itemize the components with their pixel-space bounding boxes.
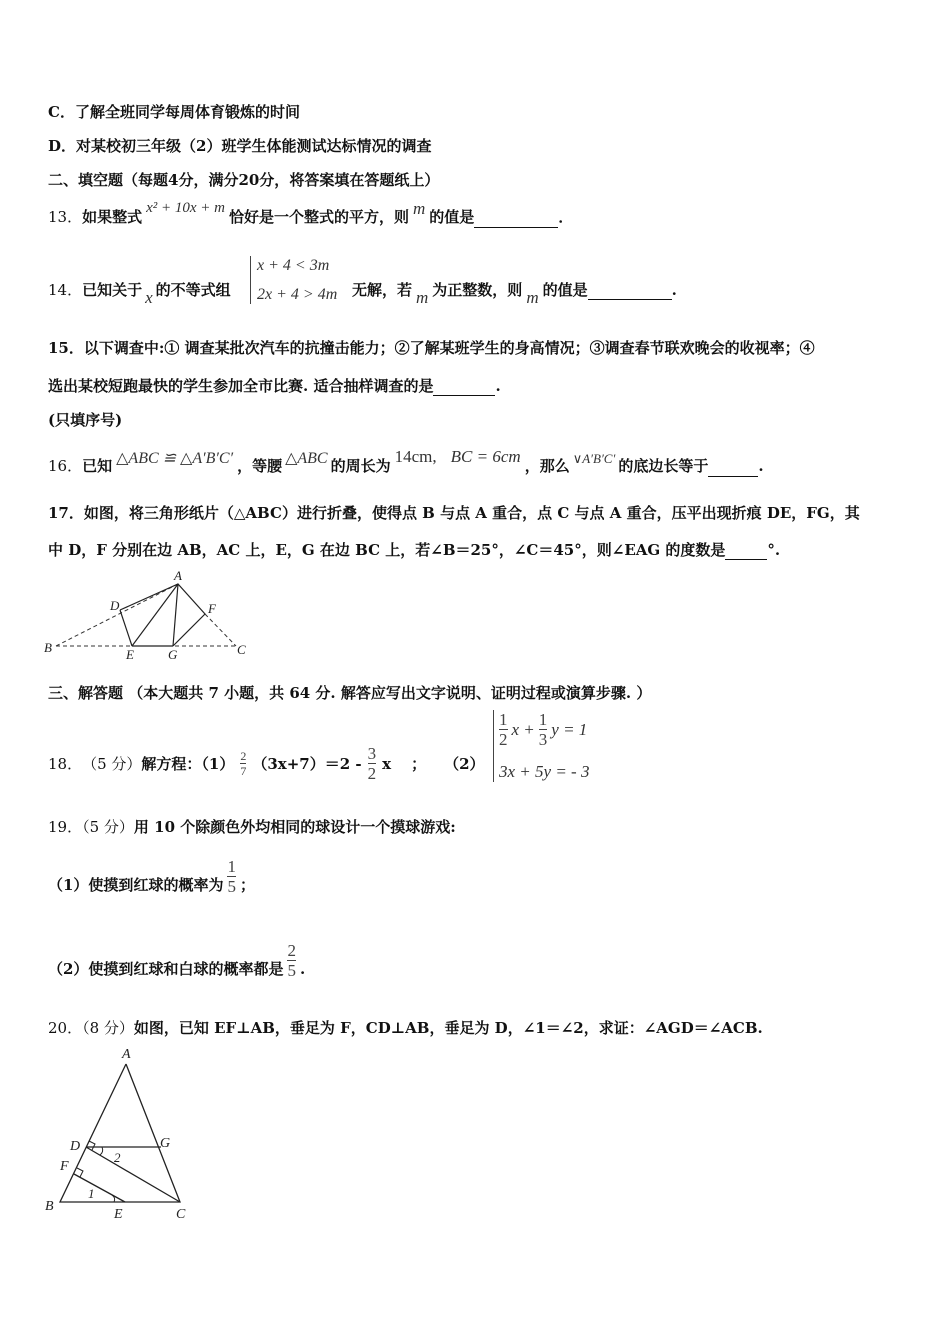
fig17-segment-ae xyxy=(132,584,178,646)
q14-text-e: 的值是 xyxy=(542,281,588,299)
q19-p2-numerator: 2 xyxy=(287,940,296,960)
q16-end: . xyxy=(758,457,764,475)
fig20-label-f: F xyxy=(60,1159,69,1174)
q16-triangle-2: ∨A′B′C′ xyxy=(572,451,616,466)
q15-line-2 xyxy=(48,376,501,396)
q19-score: （5 分） xyxy=(82,818,134,836)
q17-answer-blank[interactable] xyxy=(725,545,767,560)
q18-eq1-f1-numerator: 1 xyxy=(499,710,508,729)
fig20-segment-dc xyxy=(86,1147,180,1202)
q19-number: 19． xyxy=(48,818,83,836)
fig17-label-e: E xyxy=(126,647,134,660)
q18-eq1-f2-denominator: 3 xyxy=(538,730,548,749)
q18-eq1-fraction-1 xyxy=(499,710,508,749)
q14-answer-blank[interactable] xyxy=(588,285,672,300)
q13-text-a: 如果整式 xyxy=(82,208,143,226)
q19-p1-numerator: 1 xyxy=(227,856,236,876)
q18-f2-denominator: 2 xyxy=(367,764,377,783)
q14-brace xyxy=(250,256,251,304)
q13-expression: x² + 10x + m xyxy=(146,200,225,216)
section-2-heading: 二、填空题（每题4分，满分20分，将答案填在答题纸上） xyxy=(48,171,440,189)
q14-var-m1: m xyxy=(416,288,429,307)
question-20 xyxy=(48,1018,763,1038)
q19-p1-denominator: 5 xyxy=(227,876,236,896)
q18-f1-numerator: 2 xyxy=(240,749,247,763)
q14-inequality-2: 2x + 4 > 4m xyxy=(257,286,338,303)
q15-answer-blank[interactable] xyxy=(433,381,495,396)
fig20-label-angle-1: 1 xyxy=(88,1186,95,1201)
q18-mid: （3x+7）＝2 - xyxy=(252,754,362,773)
fig20-segment-fe xyxy=(74,1174,125,1202)
q18-part-2: （2） xyxy=(444,754,485,773)
q14-end: . xyxy=(671,281,677,299)
fig17-crease-de xyxy=(120,610,132,646)
fig17-label-g: G xyxy=(168,647,178,660)
fig20-label-c: C xyxy=(176,1207,186,1222)
q19-p2-text: （2）使摸到红球和白球的概率都是 xyxy=(48,960,284,978)
q18-score: （5 分） xyxy=(82,754,142,773)
q18-eq1-f1-denominator: 2 xyxy=(499,730,508,749)
q14-number: 14． xyxy=(48,281,83,299)
q13-text-b: 恰好是一个整式的平方，则 xyxy=(229,208,410,226)
option-c: C．了解全班同学每周体育锻炼的时间 xyxy=(48,103,300,121)
q19-p2-denominator: 5 xyxy=(287,960,296,980)
q16-text-c: 的周长为 xyxy=(330,457,391,475)
figure-17 xyxy=(40,568,260,660)
q18-system-eq-2: 3x + 5y = - 3 xyxy=(499,762,590,781)
q13-var-m: m xyxy=(413,199,426,218)
q14-inequality-1: x + 4 < 3m xyxy=(257,257,330,274)
fig17-segment-bd xyxy=(56,584,178,646)
q16-triangle: △ABC xyxy=(285,450,328,467)
fig20-label-d: D xyxy=(70,1139,81,1154)
q18-separator: ； xyxy=(411,754,427,773)
q16-text-e: 的底边长等于 xyxy=(618,457,709,475)
q15-end: . xyxy=(495,377,501,395)
fig17-label-a: A xyxy=(174,568,182,583)
option-d: D．对某校初三年级（2）班学生体能测试达标情况的调查 xyxy=(48,137,432,155)
q16-text-b: ，等腰 xyxy=(237,457,283,475)
q15-text: 选出某校短跑最快的学生参加全市比赛. 适合抽样调查的是 xyxy=(48,377,434,395)
q16-text-d: ，那么 xyxy=(524,457,570,475)
q18-eq1-fraction-2 xyxy=(539,710,548,749)
fig17-label-d: D xyxy=(110,598,120,613)
q18-x: x xyxy=(382,754,392,773)
q18-eq1-a: x + xyxy=(511,719,535,739)
q16-bc-length: BC = 6cm xyxy=(450,447,521,466)
q19-p2-end: . xyxy=(299,960,306,978)
question-13 xyxy=(48,199,574,228)
q16-perimeter: 14cm, xyxy=(394,447,437,466)
q20-score: （8 分） xyxy=(82,1019,134,1037)
q20-text: 如图，已知 EF⊥AB，垂足为 F，CD⊥AB，垂足为 D，∠1＝∠2，求证：∠AGD＝∠ACB. xyxy=(133,1019,763,1037)
q14-text-c: 无解，若 xyxy=(352,281,413,299)
fig17-segment-fc xyxy=(205,614,236,646)
fig20-label-e: E xyxy=(114,1207,123,1222)
q18-fraction-3-2 xyxy=(368,744,377,783)
q19-part-2 xyxy=(48,936,305,984)
question-14-cont xyxy=(352,280,677,307)
q19-part-1 xyxy=(48,852,255,900)
q19-p1-fraction xyxy=(227,857,236,896)
q18-f1-denominator: 7 xyxy=(240,764,247,778)
q15-line-1: 15．以下调查中:① 调查某批次汽车的抗撞击能力；②了解某班学生的身高情况；③调查春节联欢晚会的收视率；④ xyxy=(48,339,815,357)
fig20-label-b: B xyxy=(45,1199,54,1214)
q18-system-eq-1 xyxy=(499,710,587,749)
fig17-segment-ag xyxy=(173,584,178,646)
fig20-angle-2-arc xyxy=(100,1147,103,1155)
q14-text-a: 已知关于 xyxy=(82,281,143,299)
q18-eq1-f2-numerator: 1 xyxy=(538,710,548,729)
fig17-label-b: B xyxy=(44,640,52,655)
fig20-label-a: A xyxy=(122,1047,131,1062)
q16-answer-blank[interactable] xyxy=(708,462,758,477)
q18-fraction-2-7 xyxy=(240,749,246,778)
q18-eq1-b: y = 1 xyxy=(551,719,588,739)
fig20-triangle-abc xyxy=(60,1064,180,1202)
section-3-heading: 三、解答题 （本大题共 7 小题，共 64 分. 解答应写出文字说明、证明过程或演算步骤. ） xyxy=(48,684,652,702)
question-19 xyxy=(48,817,456,837)
q18-f2-numerator: 3 xyxy=(367,744,377,763)
fig20-label-g: G xyxy=(160,1136,171,1151)
q15-line-3: (只填序号) xyxy=(48,411,123,429)
q17-end: °. xyxy=(767,541,781,559)
q14-text-b: 的不等式组 xyxy=(155,281,231,299)
q14-var-x: x xyxy=(145,288,153,307)
q18-text: 解方程：（1） xyxy=(141,754,235,773)
q18-brace xyxy=(493,710,494,782)
q19-p1-text: （1）使摸到红球的概率为 xyxy=(48,876,224,894)
fig17-folded-outline xyxy=(120,584,205,646)
q13-number: 13． xyxy=(48,208,83,226)
question-16 xyxy=(48,447,764,477)
q17-text: 中 D，F 分别在边 AB，AC 上，E，G 在边 BC 上，若∠B＝25°，∠C＝45°，则∠EAG 的度数是 xyxy=(48,541,726,559)
fig17-label-f: F xyxy=(208,601,216,616)
q17-line-1: 17．如图，将三角形纸片（△ABC）进行折叠，使得点 B 与点 A 重合，点 C 与点 A 重合，压平出现折痕 DE，FG，其 xyxy=(48,504,860,522)
figure-20 xyxy=(40,1044,210,1224)
q16-text-a: 已知 xyxy=(82,457,113,475)
q14-var-m2: m xyxy=(526,288,539,307)
q19-text: 用 10 个除颜色外均相同的球设计一个摸球游戏: xyxy=(133,818,456,836)
q20-number: 20． xyxy=(48,1019,83,1037)
q14-text-d: 为正整数，则 xyxy=(432,281,523,299)
q19-p1-end: ； xyxy=(239,876,255,894)
q16-number: 16． xyxy=(48,457,83,475)
q19-p2-fraction xyxy=(287,941,296,980)
question-14 xyxy=(48,280,231,307)
fig17-label-c: C xyxy=(237,642,246,657)
q18-number: 18． xyxy=(48,754,83,773)
q13-answer-blank[interactable] xyxy=(474,213,558,228)
q13-text-c: 的值是 xyxy=(429,208,475,226)
q16-congruence: △ABC ≌ △A′B′C′ xyxy=(116,450,234,467)
fig20-label-angle-2: 2 xyxy=(114,1150,121,1165)
q13-end: ． xyxy=(558,208,574,226)
q17-line-2 xyxy=(48,540,780,560)
question-18 xyxy=(48,744,485,783)
